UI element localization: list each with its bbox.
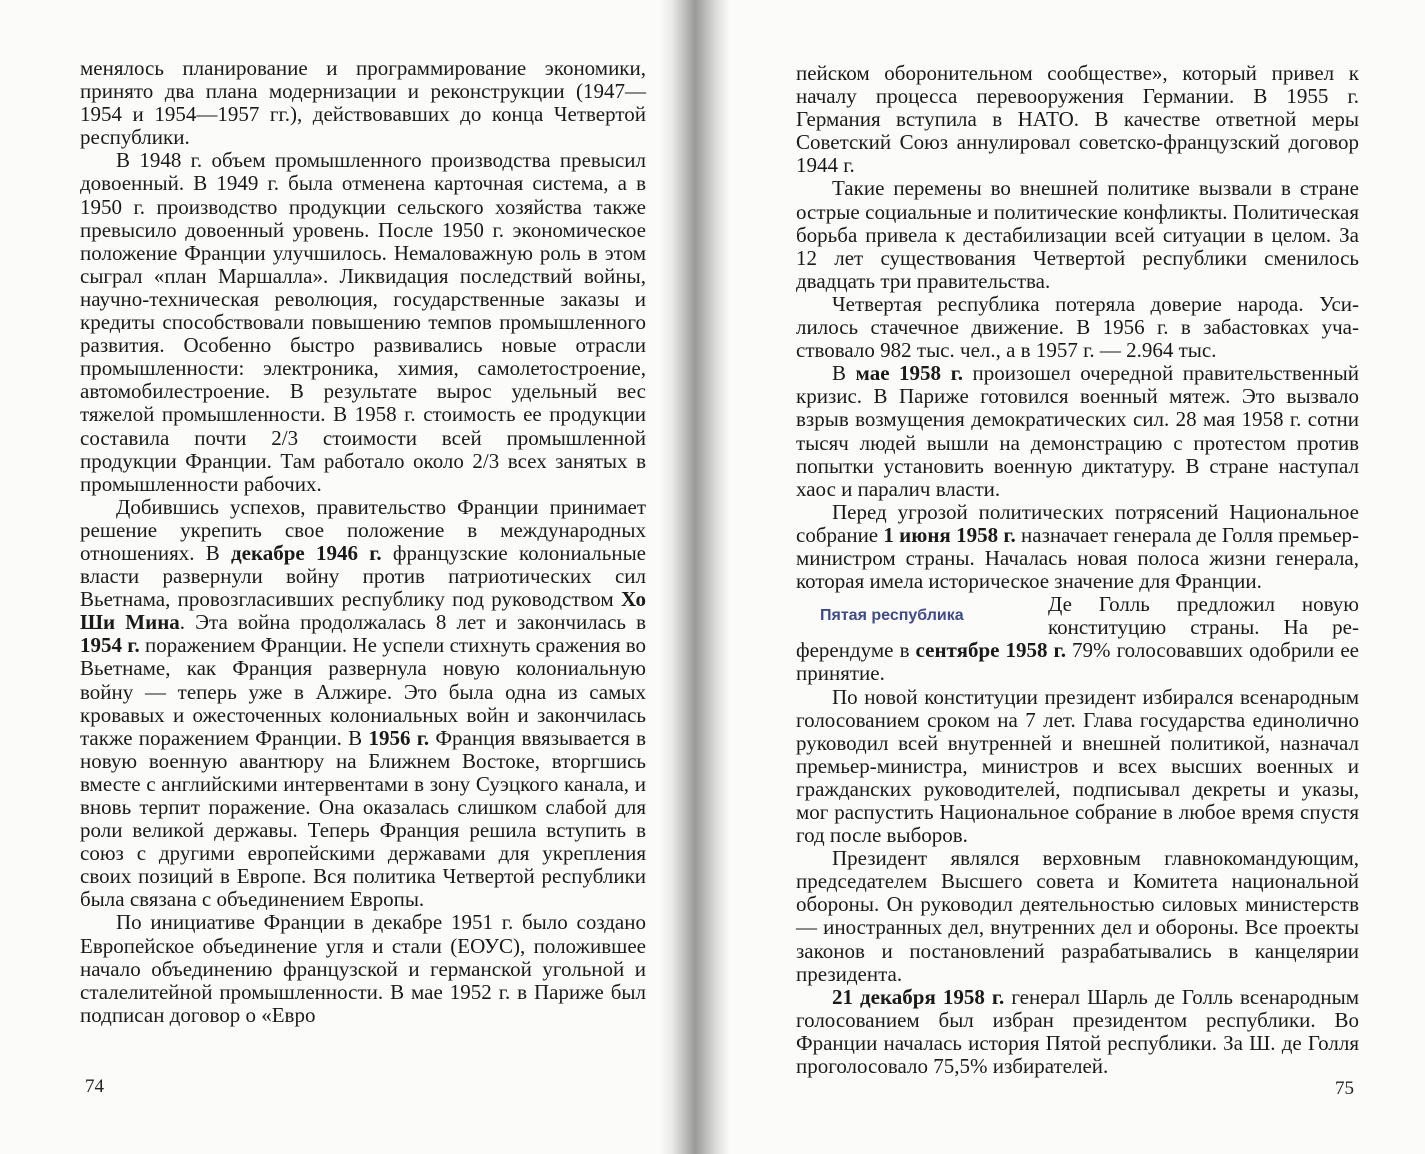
paragraph <box>796 177 1359 292</box>
left-page-text <box>80 57 646 1027</box>
paragraph-text: Де Голль предложил новую конституцию страны. На референдуме в <box>796 592 1359 663</box>
paragraph-text: 79% голосовавших одобрили ее принятие. <box>796 638 1359 686</box>
paragraph-text: Франция ввязывается в новую военную авантюру на Ближнем Востоке, вторгшись вместе с английскими интервентами в зону Суэцкого канала, и вновь терпит поражение. Она оказалась слишком слабой для роли великой державы. Теперь Франция решила вступить в союз с другими европейскими державами для укрепления своих позиций в Европе. Вся политика Четвертой республики была связана с объединением Европы. <box>80 725 647 912</box>
paragraph <box>796 293 1359 362</box>
paragraph <box>796 847 1359 986</box>
paragraph <box>796 686 1359 848</box>
paragraph <box>80 496 646 912</box>
paragraph <box>796 593 1359 685</box>
paragraph <box>796 986 1359 1078</box>
paragraph <box>796 362 1359 501</box>
paragraph-text: В <box>832 361 856 386</box>
bold-date-text: сентябре 1958 г. <box>915 638 1066 663</box>
paragraph-text: менялось планирование и программирование экономики, принято два плана модернизации и реконструкции (1947—1954 и 1954—1957 гг.), действовавших до конца Четвертой республики. <box>80 56 646 150</box>
paragraph-text: Такие перемены во внешней политике вызвали в стране острые социальные и политические конфликты. Политическая борьба привела к дестабилизации всей ситуации в целом. За 12 лет существования Четвертой республики сменилось двадцать три правительства. <box>796 176 1359 293</box>
paragraph-text: генерал Шарль де Голль всенародным голосованием был избран президентом республики. Во Франции началась история Пятой республики. За Ш. де Голля проголосовало 75,5% избирателей. <box>796 984 1359 1079</box>
paragraph <box>80 149 646 495</box>
paragraph-text: Президент являлся верховным главнокомандующим, председателем Высшего совета и Комитета национальной обороны. Он руководил деятельностью силовых министерств — иностранных дел, внутренних дел и обороны. Все проекты законов и постановлений разрабатывались в канцелярии президента. <box>796 846 1359 986</box>
paragraph-text: По инициативе Франции в декабре 1951 г. было создано Европейское объединение угля и стали (ЕОУС), положившее начало объединению французской и германской угольной и сталелитейной промышленности. В мае 1952 г. в Париже был подписан договор о «Евро <box>80 910 646 1027</box>
paragraph-text: поражением Франции. Не успели стихнуть сражения во Вьетнаме, как Франция развернула новую колониальную войну — теперь уже в Алжире. Это была одна из самых кровавых и ожесточенных колониальных войн и закончилась также поражением Франции. В <box>80 633 646 750</box>
paragraph-text: Четвертая республика потеряла доверие народа. Усилилось стачечное движение. В 1956 г. в забастовках участвовало 982 тыс. чел., а в 1957 г. — 2.964 тыс. <box>796 291 1359 363</box>
paragraph <box>796 62 1359 177</box>
paragraph-text: В 1948 г. объем промышленного производства превысил довоенный. В 1949 г. была отменена карточная система, а в 1950 г. производство продукции сельского хозяйства также превысило довоенный уровень. После 1950 г. экономическое положение Франции улучшилось. Немаловажную роль в этом сыграл «план Маршалла». Ликвидация последствий войны, научно-техническая революция, государственные заказы и кредиты способствовали повышению темпов промышленного развития. Особенно быстро развивались новые отрасли промышленности: электроника, химия, самолетостроение, автомобилестроение. В результате вырос удельный вес тяжелой промышленности. В 1958 г. стоимость ее продукции составила почти 2/3 стоимости всей промышленной продукции Франции. Там работало около 2/3 всех занятых в промышленности рабочих. <box>80 148 646 496</box>
paragraph <box>80 57 646 149</box>
bold-date-text: 21 декабря 1958 г. <box>832 984 1005 1009</box>
bold-date-text: декабре 1946 г. <box>231 540 382 565</box>
paragraph-text: произошел очередной правительственный кризис. В Париже готовился военный мятеж. Это вызвало взрыв возмущения демократических сил. 28 мая 1958 г. сотни тысяч людей вышли на демонстрацию с протестом против попытки установить военную диктатуру. В стране наступал хаос и паралич власти. <box>796 361 1359 501</box>
bold-date-text: 1956 г. <box>368 725 430 750</box>
left-page <box>0 0 660 1154</box>
paragraph-text: Добившись успехов, правительство Франции принимает решение укрепить свое положение в международных отношениях. В <box>80 494 646 565</box>
paragraph-text: французские колониальные власти развернули войну против патриотических сил Вьетнама, провозгласивших республику под руководством <box>80 540 646 612</box>
right-page <box>730 0 1425 1154</box>
paragraph-text: . Эта война продолжалась 8 лет и закончилась в <box>179 610 646 635</box>
paragraph-text: пейском оборонительном сообществе», который привел к началу процесса перевооружения Германии. В 1955 г. Германия вступила в НАТО. В качестве ответной меры Советский Союз аннулировал советско-французский договор 1944 г. <box>796 61 1359 178</box>
paragraph <box>80 911 646 1026</box>
bold-date-text: 1 июня 1958 г. <box>883 522 1016 547</box>
section-heading: Пятая республика <box>820 607 964 625</box>
bold-date-text: 1954 г. <box>80 633 140 658</box>
bold-date-text: мае 1958 г. <box>855 361 964 386</box>
book-gutter <box>660 0 730 1154</box>
paragraph <box>796 501 1359 593</box>
paragraph-text: назначает генерала де Голля премьер-министром страны. Началась новая полоса жизни генерала, которая имела историческое значение для Франции. <box>796 522 1360 594</box>
left-page-number: 74 <box>85 1076 104 1097</box>
right-page-text <box>796 62 1359 1078</box>
paragraph-text: По новой конституции президент избирался всенародным голосованием сроком на 7 лет. Глава государства единолично руководил всей внутренней и внешней политикой, назначал премьер-министра, министров и всех высших военных и гражданских руководителей, подписывал декреты и указы, мог распустить Национальное собрание в любое время спустя год после выборов. <box>796 684 1359 848</box>
paragraph-text: Перед угрозой политических потрясений Национальное собрание <box>796 499 1359 547</box>
bold-date-text: Хо Ши Мина <box>80 587 646 635</box>
right-page-number: 75 <box>1335 1078 1354 1099</box>
